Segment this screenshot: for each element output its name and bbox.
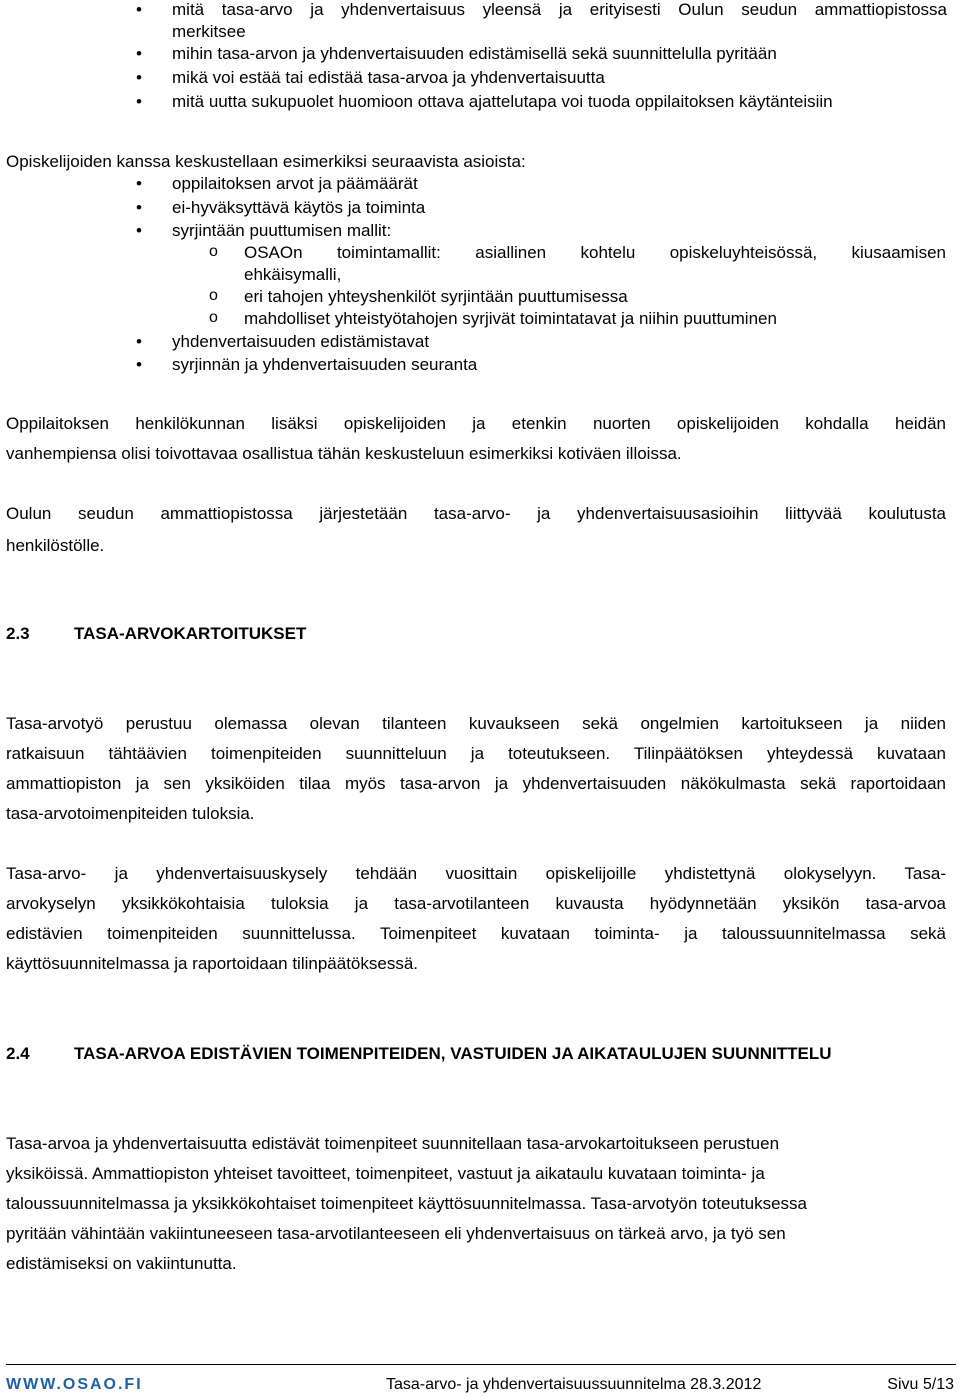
- list-item: yhdenvertaisuuden edistämistavat: [172, 332, 430, 351]
- sub-list-item: ehkäisymalli,: [244, 265, 342, 284]
- paragraph-line: ratkaisuun tähtäävien toimenpiteiden suunnitteluun ja toteutukseen. Tilinpäätöksen yhteydessä kuvataan: [6, 744, 946, 763]
- bullet-icon: •: [136, 68, 142, 87]
- bullet-icon: •: [136, 0, 142, 19]
- footer-divider: [6, 1364, 956, 1365]
- bullet-icon: •: [136, 92, 142, 111]
- discussion-intro: Opiskelijoiden kanssa keskustellaan esimerkiksi seuraavista asioista:: [6, 152, 526, 171]
- paragraph-line: vanhempiensa olisi toivottavaa osallistua tähän keskusteluun esimerkiksi kotiväen illoissa.: [6, 444, 682, 463]
- footer-website-link[interactable]: WWW.OSAO.FI: [6, 1376, 143, 1393]
- list-item: oppilaitoksen arvot ja päämäärät: [172, 174, 418, 193]
- paragraph-line: Tasa-arvo- ja yhdenvertaisuuskysely tehdään vuosittain opiskelijoille yhdistettynä olokyselyyn. Tasa-: [6, 864, 946, 883]
- list-item: mitä tasa-arvo ja yhdenvertaisuus yleensä ja erityisesti Oulun seudun ammattiopistossa: [172, 0, 947, 19]
- list-item: mitä uutta sukupuolet huomioon ottava ajattelutapa voi tuoda oppilaitoksen käytänteisiin: [172, 92, 833, 111]
- sub-list-item: mahdolliset yhteistyötahojen syrjivät toimintatavat ja niihin puuttuminen: [244, 309, 777, 328]
- paragraph-line: yksiköissä. Ammattiopiston yhteiset tavoitteet, toimenpiteet, vastuut ja aikataulu kuvataan toiminta- ja: [6, 1164, 765, 1183]
- paragraph-line: edistämiseksi on vakiintunutta.: [6, 1254, 237, 1273]
- paragraph-line: ammattiopiston ja sen yksiköiden tilaa myös tasa-arvon ja yhdenvertaisuuden näkökulmasta sekä raportoidaan: [6, 774, 946, 793]
- footer-page-number: Sivu 5/13: [887, 1376, 954, 1393]
- section-title: TASA-ARVOKARTOITUKSET: [74, 624, 307, 643]
- bullet-icon: •: [136, 221, 142, 240]
- sub-list-item: eri tahojen yhteyshenkilöt syrjintään puuttumisessa: [244, 287, 628, 306]
- list-item: syrjintään puuttumisen mallit:: [172, 221, 392, 240]
- list-item: syrjinnän ja yhdenvertaisuuden seuranta: [172, 355, 478, 374]
- paragraph-line: henkilöstölle.: [6, 536, 105, 555]
- paragraph-line: arvokyselyn yksikkökohtaisia tuloksia ja tasa-arvotilanteen kuvausta hyödynnetään yksikön tasa-arvoa: [6, 894, 946, 913]
- bullet-icon: •: [136, 174, 142, 193]
- bullet-icon: •: [136, 355, 142, 374]
- bullet-icon: •: [136, 198, 142, 217]
- list-item: mihin tasa-arvon ja yhdenvertaisuuden edistämisellä sekä suunnittelulla pyritään: [172, 44, 777, 63]
- bullet-icon: •: [136, 332, 142, 351]
- list-item: ei-hyväksyttävä käytös ja toiminta: [172, 198, 426, 217]
- paragraph-line: edistävien toimenpiteiden suunnittelussa. Toimenpiteet kuvataan toiminta- ja taloussuunnitelmassa sekä: [6, 924, 946, 943]
- paragraph-line: Oppilaitoksen henkilökunnan lisäksi opiskelijoiden ja etenkin nuorten opiskelijoiden kohdalla heidän: [6, 414, 946, 433]
- section-title: TASA-ARVOA EDISTÄVIEN TOIMENPITEIDEN, VASTUIDEN JA AIKATAULUJEN SUUNNITTELU: [74, 1044, 832, 1063]
- list-item: mikä voi estää tai edistää tasa-arvoa ja yhdenvertaisuutta: [172, 68, 605, 87]
- footer-document-title: Tasa-arvo- ja yhdenvertaisuussuunnitelma 28.3.2012: [386, 1376, 762, 1393]
- section-number: 2.4: [6, 1044, 30, 1063]
- list-item: merkitsee: [172, 22, 246, 41]
- section-number: 2.3: [6, 624, 30, 643]
- sub-bullet-icon: o: [209, 309, 218, 326]
- bullet-icon: •: [136, 44, 142, 63]
- paragraph-line: tasa-arvotoimenpiteiden tuloksia.: [6, 804, 255, 823]
- sub-bullet-icon: o: [209, 243, 218, 260]
- paragraph-line: Oulun seudun ammattiopistossa järjestetään tasa-arvo- ja yhdenvertaisuusasioihin liittyvää koulutusta: [6, 504, 946, 523]
- section-heading: [6, 624, 306, 644]
- paragraph-line: käyttösuunnitelmassa ja raportoidaan tilinpäätöksessä.: [6, 954, 419, 973]
- paragraph-line: Tasa-arvoa ja yhdenvertaisuutta edistävät toimenpiteet suunnitellaan tasa-arvokartoitukseen perustuen: [6, 1134, 780, 1153]
- section-heading: [6, 1044, 832, 1064]
- paragraph-line: taloussuunnitelmassa ja yksikkökohtaiset toimenpiteet käyttösuunnitelmassa. Tasa-arvotyön toteutuksessa: [6, 1194, 808, 1213]
- paragraph-line: Tasa-arvotyö perustuu olemassa olevan tilanteen kuvaukseen sekä ongelmien kartoitukseen ja niiden: [6, 714, 946, 733]
- paragraph-line: pyritään vähintään vakiintuneeseen tasa-arvotilanteeseen eli yhdenvertaisuus on tärkeä arvo, ja työ sen: [6, 1224, 786, 1243]
- sub-bullet-icon: o: [209, 287, 218, 304]
- sub-list-item: OSAOn toimintamallit: asiallinen kohtelu opiskeluyhteisössä, kiusaamisen: [244, 243, 946, 262]
